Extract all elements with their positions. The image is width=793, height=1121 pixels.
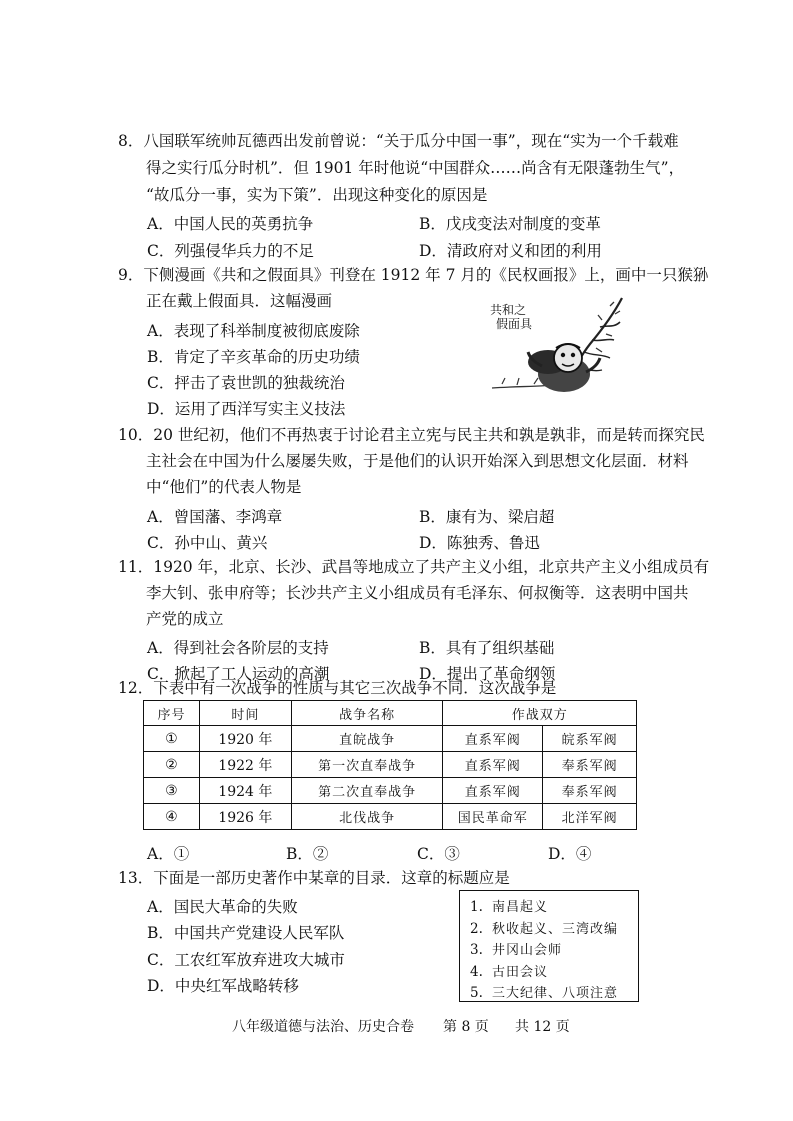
q13-option-a[interactable]: A．国民大革命的失败 [147, 898, 298, 916]
q10-option-d[interactable]: D．陈独秀、鲁迅 [419, 534, 540, 552]
toc-item [470, 983, 638, 1005]
q12-option-d[interactable]: D．④ [548, 845, 592, 863]
q9-option-d[interactable]: D．运用了西洋写实主义技法 [147, 400, 346, 418]
q11-stem-line1: 11．1920 年，北京、长沙、武昌等地成立了共产主义小组，北京共产主义小组成员有 [118, 558, 710, 576]
header-no: 序号 [144, 701, 200, 726]
header-war-name: 战争名称 [291, 701, 443, 726]
cell-side2: 北洋军阀 [543, 804, 637, 830]
cell-war-name: 直皖战争 [291, 726, 443, 752]
q8-stem-line1: 8．八国联军统帅瓦德西出发前曾说：“关于瓜分中国一事”，现在“实为一个千载难 [118, 132, 679, 150]
q11-option-b[interactable]: B．具有了组织基础 [419, 639, 555, 657]
cell-year: 1922 年 [199, 752, 291, 778]
q10-stem-line1: 10．20 世纪初，他们不再热衷于讨论君主立宪与民主共和孰是孰非，而是转而探究民 [118, 426, 705, 444]
toc-item-title: 井冈山会师 [492, 943, 563, 958]
cell-side1: 国民革命军 [443, 804, 543, 830]
cell-side1: 直系军阀 [443, 752, 543, 778]
cell-side2: 皖系军阀 [543, 726, 637, 752]
cell-year: 1926 年 [199, 804, 291, 830]
table-of-contents-box [459, 890, 639, 1002]
cell-no: ③ [144, 778, 200, 804]
toc-item-title: 三大纪律、八项注意 [492, 986, 619, 1001]
q10-option-c[interactable]: C．孙中山、黄兴 [147, 534, 268, 552]
q9-option-a[interactable]: A．表现了科举制度被彻底废除 [147, 322, 360, 340]
q8-option-d[interactable]: D．清政府对义和团的利用 [419, 242, 602, 260]
toc-item-title: 南昌起义 [492, 900, 549, 915]
q9-option-b[interactable]: B．肯定了辛亥革命的历史功绩 [147, 348, 360, 366]
cell-war-name: 北伐战争 [291, 804, 443, 830]
toc-item-title: 古田会议 [492, 964, 549, 980]
q8-option-c[interactable]: C．列强侵华兵力的不足 [147, 242, 314, 260]
footer-subject: 八年级道德与法治、历史合卷 [232, 1019, 414, 1035]
cell-side1: 直系军阀 [443, 726, 543, 752]
q11-option-a[interactable]: A．得到社会各阶层的支持 [147, 639, 329, 657]
war-table [143, 700, 637, 830]
footer-total-pages: 共 12 页 [515, 1019, 570, 1035]
q13-option-c[interactable]: C．工农红军放弃进攻大城市 [147, 951, 345, 969]
q10-option-b[interactable]: B．康有为、梁启超 [419, 508, 555, 526]
cell-side2: 奉系军阀 [543, 752, 637, 778]
q9-stem-line2: 正在戴上假面具．这幅漫画 [146, 292, 333, 310]
table-row [144, 726, 637, 752]
cell-war-name: 第二次直奉战争 [291, 778, 443, 804]
toc-item-number: 5. [470, 985, 483, 1001]
svg-text:假面具: 假面具 [496, 317, 533, 331]
footer-page-number: 第 8 页 [443, 1019, 489, 1035]
toc-item-number: 4. [470, 963, 483, 980]
svg-text:共和之: 共和之 [490, 303, 527, 317]
q13-stem-line1: 13．下面是一部历史著作中某章的目录．这章的标题应是 [118, 869, 510, 887]
cell-side2: 奉系军阀 [543, 778, 637, 804]
q10-stem-line2: 主社会在中国为什么屡屡失败，于是他们的认识开始深入到思想文化层面．材料 [146, 452, 689, 470]
q12-option-c[interactable]: C．③ [417, 845, 460, 863]
toc-item [470, 940, 638, 962]
q13-option-b[interactable]: B．中国共产党建设人民军队 [147, 924, 345, 942]
q9-option-c[interactable]: C．抨击了袁世凯的独裁统治 [147, 374, 345, 392]
toc-item-number: 1. [470, 899, 483, 915]
cell-no: ④ [144, 804, 200, 830]
cell-no: ① [144, 726, 200, 752]
monkey-mask-cartoon-illustration [482, 292, 632, 400]
cell-year: 1924 年 [199, 778, 291, 804]
toc-item-number: 2. [470, 920, 483, 937]
q12-option-b[interactable]: B．② [286, 845, 329, 863]
q8-option-a[interactable]: A．中国人民的英勇抗争 [147, 215, 314, 233]
q8-stem-line3: “故瓜分一事，实为下策”．出现这种变化的原因是 [146, 186, 488, 204]
q11-option-d[interactable]: D．提出了革命纲领 [419, 665, 556, 683]
toc-item [470, 962, 638, 984]
q12-stem-line1: 12．下表中有一次战争的性质与其它三次战争不同．这次战争是 [118, 679, 557, 697]
q11-stem-line2: 李大钊、张申府等；长沙共产主义小组成员有毛泽东、何叔衡等．这表明中国共 [146, 584, 689, 602]
toc-item [470, 919, 638, 941]
toc-item-title: 秋收起义、三湾改编 [492, 921, 619, 937]
table-row [144, 752, 637, 778]
table-row [144, 778, 637, 804]
table-header-row [144, 701, 637, 726]
q12-option-a[interactable]: A．① [147, 845, 190, 863]
toc-item [470, 897, 638, 919]
toc-item-number: 3. [470, 942, 483, 958]
header-sides: 作战双方 [443, 701, 637, 726]
q11-option-c[interactable]: C．掀起了工人运动的高潮 [147, 665, 330, 683]
cell-no: ② [144, 752, 200, 778]
q10-stem-line3: 中“他们”的代表人物是 [146, 478, 302, 496]
q11-stem-line3: 产党的成立 [146, 610, 224, 628]
table-row [144, 804, 637, 830]
cell-war-name: 第一次直奉战争 [291, 752, 443, 778]
cell-side1: 直系军阀 [443, 778, 543, 804]
q9-stem-line1: 9．下侧漫画《共和之假面具》刊登在 1912 年 7 月的《民权画报》上，画中一只猴狲 [118, 266, 709, 284]
q13-option-d[interactable]: D．中央红军战略转移 [147, 977, 299, 995]
q10-option-a[interactable]: A．曾国藩、李鸿章 [147, 508, 283, 526]
header-time: 时间 [199, 701, 291, 726]
cell-year: 1920 年 [199, 726, 291, 752]
q8-stem-line2: 得之实行瓜分时机”．但 1901 年时他说“中国群众……尚含有无限蓬勃生气”， [146, 159, 685, 177]
q8-option-b[interactable]: B．戊戌变法对制度的变革 [419, 215, 601, 233]
